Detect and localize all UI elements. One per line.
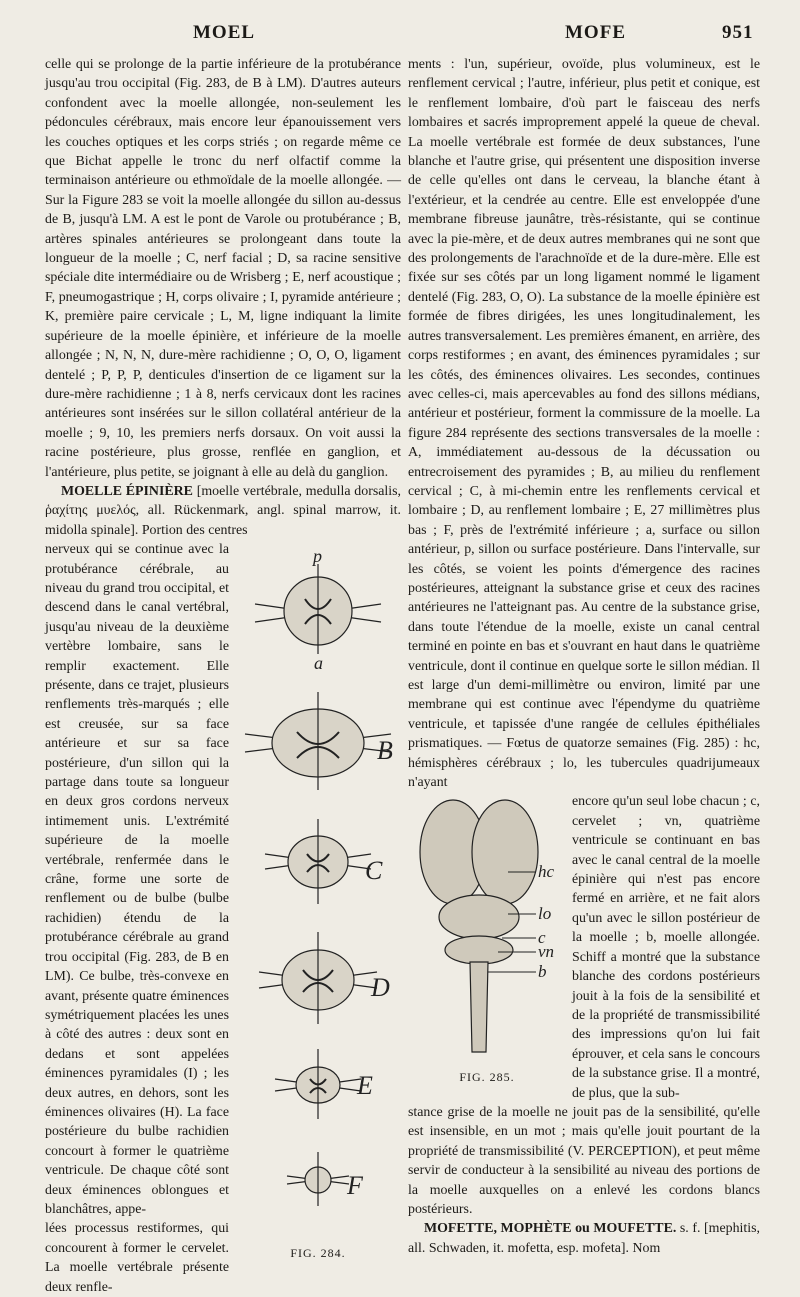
figure-284	[235, 544, 401, 1264]
figure-285-caption: FIG. 285.	[459, 1070, 515, 1085]
left-column	[45, 55, 401, 1297]
running-header	[0, 22, 800, 52]
fig284-label-c: C	[365, 856, 383, 886]
fig285-label-vn: vn	[538, 942, 555, 962]
header-center-word: MOFE	[565, 22, 626, 43]
fig284-label-b: B	[377, 736, 393, 766]
fig285-label-b: b	[538, 962, 547, 982]
figure-284-caption: FIG. 284.	[290, 1246, 346, 1261]
mofette-headword: MOFETTE, MOPHÈTE ou MOUFETTE.	[424, 1221, 677, 1237]
entry-headword: MOELLE ÉPINIÈRE	[61, 483, 193, 499]
fetal-brain-illustration	[408, 792, 566, 1072]
left-paragraph-1: celle qui se prolonge de la partie inférieure de la protubérance jusqu'au trou occipital (Fig. 283, de B à LM). D'autres auteurs confondent avec la moelle allongée, non-seulement les pédoncules cérébraux, mais encore leur épanouissement vers les couches optiques et les corps striés ; on regarde même ce que Bichat appelle le tronc du nerf olfactif comme la terminaison antérieure ou ethmoïdale de la moelle allongée. — Sur la Figure 283 se voit la moelle allongée du sillon au-dessus de B, jusqu'à LM. A est le pont de Varole ou protubérance ; B, artères spinales antérieures se prolongeant dans toute la longueur de la moelle ; C, nerf facial ; D, sa racine sensitive spéciale dite intermédiaire ou de Wrisberg ; E, nerf acoustique ; F, pneumogastrique ; H, corps olivaire ; I, pyramide antérieure ; K, première paire cervicale ; L, M, ligne indiquant la limite supérieure de la moelle épinière, et inférieure de la moelle allongée ; N, N, N, dure-mère rachidienne ; O, O, O, ligament dentelé ; P, P, P, denticules d'insertion de ce ligament sur la dure-mère rachidienne ; 1 à 8, nerfs cervicaux dont les racines antérieures sont insérées sur le sillon collatéral antérieur de la moelle ; 9, 10, les premiers nerfs dorsaux. On voit aussi la racine postérieure, plus grosse, renflée en ganglion, et l'antérieure, plus petite, se joignant à elle au delà du ganglion.	[45, 57, 401, 480]
moelle-epiniere-entry-body: nerveux qui se continue avec la protubérance cérébrale, au niveau du grand trou occipital, et descend dans le canal vertébral, jusqu'au niveau de la deuxième vertèbre lombaire, sans le remplir exactement. Elle présente, dans ce trajet, plusieurs renflements très-marqués ; elle est creusée, sur sa face antérieure et sur sa face postérieure, d'un sillon qui la partage dans toute sa longueur en deux gros cordons nerveux intimement unis. L'extrémité supérieure de la moelle vertébrale, renfermée dans le crâne, forme une sorte de renflement ou de bulbe (bulbe rachidien) étendu de la protubérance cérébrale au grand trou occipital (Fig. 283, de B en LM). Ce bulbe, très-convexe en avant, présente quatre éminences symétriquement placées les unes à côté des autres : deux sont en dedans et sont appelées éminences pyramidales (I) ; les deux autres, en dehors, sont les éminences olivaires (H). La face postérieure du bulbe rachidien concourt à former le quatrième ventricule. De chaque côté sont deux éminences oblongues et blanchâtres, appe-	[45, 542, 229, 1217]
fig284-label-f: F	[347, 1171, 363, 1201]
fig284-mark-a: a	[314, 653, 323, 674]
fig284-mark-p: p	[313, 546, 322, 567]
header-rule	[0, 52, 800, 53]
moelle-epiniere-entry-intro	[45, 482, 401, 540]
moelle-epiniere-entry-end: lées processus restiformes, qui concourent à former le cervelet. La moelle vertébrale présente deux renfle-	[45, 1221, 229, 1295]
fig284-label-e: E	[357, 1071, 373, 1101]
right-paragraph-1-wrap: encore qu'un seul lobe chacun ; c, cervelet ; vn, quatrième ventricule se continuant en bas avec le canal central de la moelle épinière qui n'est pas encore fermé en arrière, et ne fait alors qu'un avec le sillon postérieur de la moelle ; b, moelle allongée. Schiff a montré que la substance blanche des cordons postérieurs jouit à la fois de la sensibilité et de la propriété de transmissibilité des impressions qu'on lui fait éprouver, et cela sans le concours de la substance grise. Il a montré, de plus, que la sub-	[572, 794, 760, 1101]
mofette-entry	[408, 1219, 760, 1258]
fig285-label-hc: hc	[538, 862, 555, 882]
right-paragraph-1-end: stance grise de la moelle ne jouit pas de la sensibilité, qu'elle est insensible, en un mot ; mais qu'elle jouit pourtant de la propriété de transmissibilité (V. PERCEPTION), et peut même servir de conducteur à la sensibilité au niveau des portions de la moelle auxquelles on a enlevé les cordons blancs postérieurs.	[408, 1104, 760, 1217]
header-left-word: MOEL	[193, 22, 256, 43]
fig284-label-d: D	[371, 973, 390, 1003]
right-column	[408, 55, 760, 1258]
right-paragraph-1: ments : l'un, supérieur, ovoïde, plus volumineux, est le renflement cervical ; l'autre, inférieur, plus petit et conique, est le renflement lombaire, d'où part le faisceau des nerfs lombaires et sacrés improprement appelé la queue de cheval. La moelle vertébrale est formée de deux substances, l'une blanche et l'autre grise, qui présentent une disposition inverse de celle qu'elles ont dans le cerveau, la blanche étant à l'extérieur, et la cendrée au centre. Elle est enveloppée d'une membrane fibreuse jaunâtre, très-résistante, qui se continue avec la pie-mère, et de deux autres membranes qui ne sont que des prolongements de l'arachnoïde et de la dure-mère. Elle est fixée sur ses côtés par un long ligament nommé le ligament dentelé (Fig. 283, O, O). La substance de la moelle épinière est formée de fibres dirigées, les unes longitudinalement, les autres transversalement. Les premières émanent, en arrière, des corps restiformes ; en avant, des éminences pyramidales ; sur les côtés, des éminences olivaires. Les secondes, continues avec celles-ci, mais apercevables au fond des sillons médians, antérieur et postérieur, forment la commissure de la moelle. La figure 284 représente des sections transversales de la moelle : A, immédiatement au-dessous de la décussation ou entrecroisement des pyramides ; B, au milieu du renflement cervical ; C, à mi-chemin entre les renflements cervical et lombaire ; D, au renflement lombaire ; E, 27 millimètres plus bas ; F, près de l'extrémité inférieure ; a, surface ou sillon antérieur, p, sillon ou surface postérieure. Dans l'intervalle, sur les côtés, se voient les points d'émergence des racines postérieures, atteignant la substance grise et ceux des racines antérieures ne l'atteignant pas. Au centre de la substance grise, dans toute l'étendue de la moelle, existe un canal central terminé en pointe en bas et s'ouvrant en haut dans le quatrième ventricule, dont il continue en quelque sorte le sillon médian. Il est large d'un demi-millimètre ou environ, limité par une membrane qui est continue avec l'épendyme du quatrième ventricule, et tapissée d'une rangée de cellules épithéliales prismatiques. — Fœtus de quatorze semaines (Fig. 285) : hc, hémisphères cérébraux ; lo, les tubercules quadrijumeaux n'ayant	[408, 57, 760, 791]
page-number: 951	[722, 22, 754, 43]
fig285-label-c: c	[538, 928, 546, 948]
mofette-entry-text: s. f. [mephitis, all. Schwaden, it. mofetta, esp. mofeta]. Nom	[408, 1221, 760, 1256]
fig285-label-lo: lo	[538, 904, 552, 924]
entry-intro-text: [moelle vertébrale, medulla dorsalis, ῥαχίτης μυελός, all. Rückenmark, angl. spinal marrow, it. midolla spinale]. Portion des centres	[45, 483, 401, 538]
figure-285	[408, 792, 566, 1088]
spinal-cord-sections-illustration	[235, 544, 401, 1264]
